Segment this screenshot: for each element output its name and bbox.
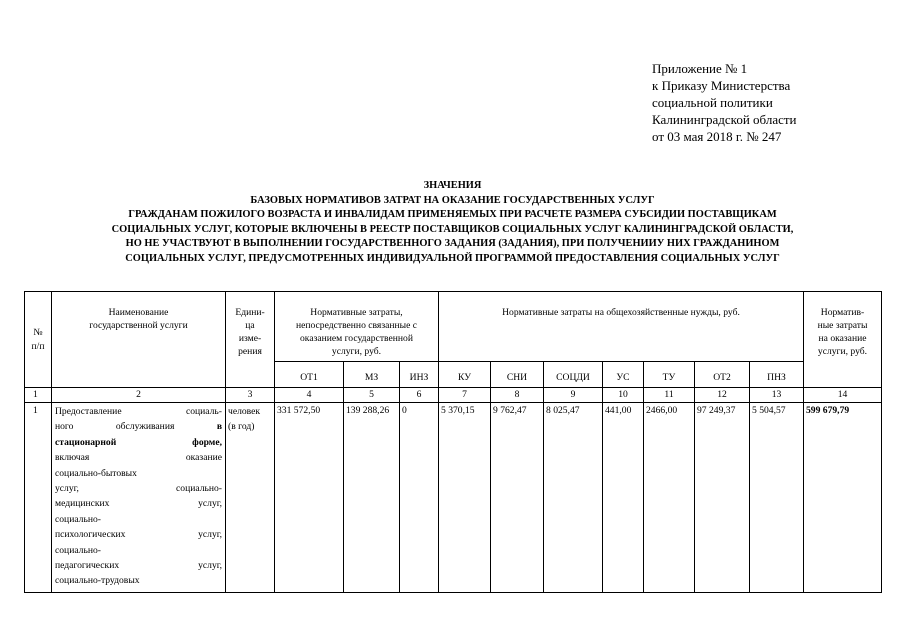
subheader-cell: МЗ [344,362,400,388]
header-direct-costs [275,292,439,362]
subheader-cell: ПНЗ [750,362,804,388]
column-number: 13 [750,388,804,403]
service-name [52,403,226,593]
appendix-line: Калининградской области [652,112,797,127]
total-value-cell: 599 679,79 [804,403,882,593]
column-number: 11 [644,388,695,403]
header-name [52,292,226,388]
subheader-cell: ОТ2 [695,362,750,388]
document-title [0,179,905,267]
value-cell: 441,00 [603,403,644,593]
appendix-block [652,60,797,145]
service-name-line: услуг, социально- [55,483,222,495]
header-direct-line: Нормативные затраты, [310,307,403,318]
header-num-line: п/п [31,340,45,352]
header-total-line: на оказание [818,333,867,344]
value-cell: 0 [400,403,439,593]
value-cell: 97 249,37 [695,403,750,593]
service-name-line: социально- [55,544,101,556]
title-line: СОЦИАЛЬНЫХ УСЛУГ, ПРЕДУСМОТРЕННЫХ ИНДИВИДУАЛЬНОЙ ПРОГРАММОЙ ПРЕДОСТАВЛЕНИЯ СОЦИАЛЬНЫХ УСЛУГ [125,252,780,264]
service-name-text: ного обслуживания в [55,421,222,433]
value-cell: 2466,00 [644,403,695,593]
column-number: 4 [275,388,344,403]
column-number: 12 [695,388,750,403]
header-row [25,292,882,362]
appendix-line: от 03 мая 2018 г. № 247 [652,129,782,144]
appendix-line: к Приказу Министерства [652,78,791,93]
value-cell: 5 504,57 [750,403,804,593]
unit-line: (в год) [228,421,255,433]
service-name-line: психологических услуг, [55,529,222,541]
column-number-row [25,388,882,403]
title-line: БАЗОВЫХ НОРМАТИВОВ ЗАТРАТ НА ОКАЗАНИЕ ГОСУДАРСТВЕННЫХ УСЛУГ [250,194,655,206]
value-cell: 9 762,47 [491,403,544,593]
service-name-bold: в [216,421,222,433]
service-name-line: социально-трудовых [55,575,140,587]
title-line: СОЦИАЛЬНЫХ УСЛУГ, КОТОРЫЕ ВКЛЮЧЕНЫ В РЕЕСТР ПОСТАВЩИКОВ СОЦИАЛЬНЫХ УСЛУГ КАЛИНИНГРАДСКОЙ ОБЛАСТИ, [111,223,794,235]
subheader-cell: СНИ [491,362,544,388]
header-name-line: Наименование [108,307,169,318]
unit-line: человек [228,406,261,417]
column-number: 9 [544,388,603,403]
subheader-cell: СОЦДИ [544,362,603,388]
value-cell: 139 288,26 [344,403,400,593]
appendix-line: социальной политики [652,95,773,110]
title-line: НО НЕ УЧАСТВУЮТ В ВЫПОЛНЕНИИ ГОСУДАРСТВЕННОГО ЗАДАНИЯ (ЗАДАНИЯ), ПРИ ПОЛУЧЕНИИУ НИХ ГРАЖДАНИНОМ [125,238,780,250]
service-name-bold: стационарной форме, [55,436,222,448]
value-cell: 8 025,47 [544,403,603,593]
header-unit-line: изме- [238,333,262,344]
header-total-line: Норматив- [820,307,865,318]
header-num-line: № [33,326,43,338]
header-direct-line: непосредственно связанные с [295,320,418,331]
service-name-line [55,435,222,450]
header-unit-line: ца [245,320,255,331]
column-number: 8 [491,388,544,403]
header-total-line: услуги, руб. [817,346,868,357]
value-cell: 331 572,50 [275,403,344,593]
subheader-cell: ОТ1 [275,362,344,388]
service-name-line: медицинских услуг, [55,498,222,510]
service-name-line: социально- [55,513,101,525]
column-number: 6 [400,388,439,403]
unit-of-measure [226,403,275,593]
header-unit-line: рения [238,346,262,357]
table-row [25,403,882,593]
value-cell: 5 370,15 [439,403,491,593]
column-number: 10 [603,388,644,403]
row-number: 1 [25,403,52,593]
header-unit [226,292,275,388]
column-number: 7 [439,388,491,403]
service-name-line: включая оказание [55,452,222,464]
subheader-cell: УС [603,362,644,388]
column-number: 1 [25,388,52,403]
appendix-line: Приложение № 1 [652,61,748,76]
column-number: 14 [804,388,882,403]
title-line: ГРАЖДАНАМ ПОЖИЛОГО ВОЗРАСТА И ИНВАЛИДАМ ПРИМЕНЯЕМЫХ ПРИ РАСЧЕТЕ РАЗМЕРА СУБСИДИИ ПОСТАВЩИКАМ [128,209,777,221]
header-total [804,292,882,388]
header-direct-line: оказанием государственной [300,333,413,344]
service-name-line [55,419,222,434]
subheader-cell: ИНЗ [400,362,439,388]
title-line: ЗНАЧЕНИЯ [423,180,482,191]
service-name-line: Предоставление социаль- [55,406,222,417]
header-direct-line: услуги, руб. [331,346,382,357]
column-number: 5 [344,388,400,403]
header-name-line: государственной услуги [89,320,188,331]
subheader-cell: ТУ [644,362,695,388]
service-name-line: социально-бытовых [55,467,137,479]
service-name-line: педагогических услуг, [55,560,222,572]
header-general-costs: Нормативные затраты на общехозяйственные нужды, руб. [439,292,804,362]
subheader-cell: КУ [439,362,491,388]
norms-table [24,291,882,593]
column-number: 2 [52,388,226,403]
header-total-line: ные затраты [817,320,868,331]
column-number: 3 [226,388,275,403]
header-num [25,292,52,388]
header-unit-line: Едини- [235,307,265,318]
